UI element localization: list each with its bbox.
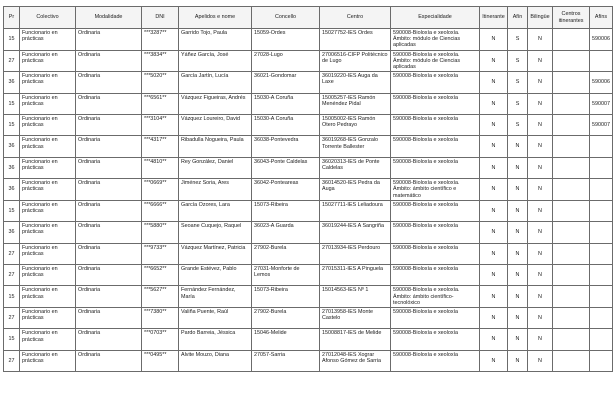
cell-afin: N	[508, 222, 528, 243]
cell-dni: ***7380**	[142, 307, 179, 328]
cell-colectivo: Funcionario en prácticas	[20, 286, 76, 308]
cell-centro: 36019268-IES Gonzalo Torrente Ballester	[320, 136, 391, 157]
cell-apelidos-nome: Garrido Tojo, Paula	[179, 29, 252, 51]
cell-pr: 27	[4, 350, 20, 371]
cell-pr: 27	[4, 50, 20, 72]
cell-afin: N	[508, 157, 528, 178]
cell-itinerante: N	[480, 264, 508, 285]
cell-dni: ***5880**	[142, 222, 179, 243]
cell-modalidade: Ordinaria	[76, 200, 142, 221]
cell-afins	[590, 50, 613, 72]
cell-centros-itinerantes	[553, 29, 590, 51]
header-especialidade: Especialidade	[391, 7, 480, 29]
cell-modalidade: Ordinaria	[76, 115, 142, 136]
table-row	[4, 264, 613, 285]
cell-centros-itinerantes	[553, 115, 590, 136]
cell-centros-itinerantes	[553, 350, 590, 371]
cell-especialidade: 590008-Bioloxía e xeoloxía	[391, 136, 480, 157]
cell-concello: 27031-Monforte de Lemos	[252, 264, 320, 285]
cell-centro: 15014563-IES Nº 1	[320, 286, 391, 308]
cell-bilingue: N	[528, 222, 553, 243]
cell-modalidade: Ordinaria	[76, 50, 142, 72]
cell-bilingue: N	[528, 243, 553, 264]
cell-concello: 36038-Pontevedra	[252, 136, 320, 157]
cell-centros-itinerantes	[553, 264, 590, 285]
cell-dni: ***3287**	[142, 29, 179, 51]
cell-especialidade: 590008-Bioloxía e xeoloxía	[391, 222, 480, 243]
cell-modalidade: Ordinaria	[76, 286, 142, 308]
cell-afins	[590, 200, 613, 221]
cell-afin: S	[508, 29, 528, 51]
cell-bilingue: N	[528, 307, 553, 328]
header-modalidade: Modalidade	[76, 7, 142, 29]
cell-concello: 27902-Burela	[252, 243, 320, 264]
cell-centros-itinerantes	[553, 72, 590, 93]
cell-dni: ***0669**	[142, 179, 179, 201]
cell-centro: 15027711-IES Leliadoura	[320, 200, 391, 221]
header-centros-itinerantes: Centros itinerantes	[553, 7, 590, 29]
table-row	[4, 307, 613, 328]
cell-concello: 36043-Ponte Caldelas	[252, 157, 320, 178]
cell-colectivo: Funcionario en prácticas	[20, 136, 76, 157]
cell-dni: ***4810**	[142, 157, 179, 178]
cell-apelidos-nome: Vázquez Loureiro, David	[179, 115, 252, 136]
cell-bilingue: N	[528, 93, 553, 114]
cell-pr: 15	[4, 286, 20, 308]
cell-concello: 15030-A Coruña	[252, 115, 320, 136]
cell-apelidos-nome: Alvite Mouzo, Diana	[179, 350, 252, 371]
cell-modalidade: Ordinaria	[76, 350, 142, 371]
table-row	[4, 50, 613, 72]
table-row	[4, 29, 613, 51]
table-row	[4, 115, 613, 136]
cell-modalidade: Ordinaria	[76, 243, 142, 264]
cell-itinerante: N	[480, 136, 508, 157]
cell-itinerante: N	[480, 72, 508, 93]
cell-pr: 15	[4, 93, 20, 114]
cell-apelidos-nome: Yáñez García, José	[179, 50, 252, 72]
cell-pr: 36	[4, 157, 20, 178]
cell-afin: S	[508, 72, 528, 93]
cell-bilingue: N	[528, 179, 553, 201]
table-row	[4, 136, 613, 157]
cell-afin: N	[508, 350, 528, 371]
cell-modalidade: Ordinaria	[76, 93, 142, 114]
table-row	[4, 179, 613, 201]
cell-afin: N	[508, 307, 528, 328]
cell-apelidos-nome: Vázquez Figueiras, Andrés	[179, 93, 252, 114]
table-row	[4, 329, 613, 350]
cell-colectivo: Funcionario en prácticas	[20, 329, 76, 350]
cell-concello: 27057-Sarria	[252, 350, 320, 371]
cell-centro: 27006516-CIFP Politécnico de Lugo	[320, 50, 391, 72]
table-row	[4, 72, 613, 93]
cell-afins	[590, 307, 613, 328]
cell-colectivo: Funcionario en prácticas	[20, 200, 76, 221]
cell-especialidade: 590008-Bioloxía e xeoloxía	[391, 307, 480, 328]
cell-dni: ***0703**	[142, 329, 179, 350]
cell-centro: 15027752-IES Ordes	[320, 29, 391, 51]
cell-afins	[590, 222, 613, 243]
cell-afin: S	[508, 115, 528, 136]
cell-bilingue: N	[528, 264, 553, 285]
cell-modalidade: Ordinaria	[76, 307, 142, 328]
cell-centros-itinerantes	[553, 243, 590, 264]
cell-apelidos-nome: Rey González, Daniel	[179, 157, 252, 178]
cell-itinerante: N	[480, 115, 508, 136]
cell-afins	[590, 350, 613, 371]
cell-concello: 36021-Gondomar	[252, 72, 320, 93]
table-row	[4, 286, 613, 308]
cell-afin: N	[508, 179, 528, 201]
cell-centro: 36019220-IES Auga da Laxe	[320, 72, 391, 93]
cell-centro: 27015311-IES A Pinguela	[320, 264, 391, 285]
cell-colectivo: Funcionario en prácticas	[20, 350, 76, 371]
cell-especialidade: 590008-Bioloxía e xeoloxía	[391, 200, 480, 221]
cell-especialidade: 590008-Bioloxía e xeoloxía. Ámbito: ámbito científico-tecnolóxico	[391, 286, 480, 308]
header-afins: Afíns	[590, 7, 613, 29]
cell-afin: N	[508, 329, 528, 350]
cell-colectivo: Funcionario en prácticas	[20, 243, 76, 264]
cell-centro: 27012048-IES Xograr Afonso Gómez de Sarria	[320, 350, 391, 371]
cell-pr: 36	[4, 136, 20, 157]
header-centro: Centro	[320, 7, 391, 29]
cell-colectivo: Funcionario en prácticas	[20, 115, 76, 136]
cell-afins	[590, 264, 613, 285]
cell-colectivo: Funcionario en prácticas	[20, 50, 76, 72]
table-row	[4, 350, 613, 371]
cell-pr: 15	[4, 329, 20, 350]
cell-pr: 15	[4, 115, 20, 136]
cell-centro: 36019244-IES A Sangriña	[320, 222, 391, 243]
cell-modalidade: Ordinaria	[76, 29, 142, 51]
cell-dni: ***6652**	[142, 264, 179, 285]
cell-itinerante: N	[480, 93, 508, 114]
cell-dni: ***0495**	[142, 350, 179, 371]
cell-centro: 27013934-IES Perdouro	[320, 243, 391, 264]
cell-itinerante: N	[480, 179, 508, 201]
cell-apelidos-nome: Grande Estévez, Pablo	[179, 264, 252, 285]
header-itinerante: Itinerante	[480, 7, 508, 29]
cell-apelidos-nome: Vázquez Martínez, Patricia	[179, 243, 252, 264]
cell-pr: 36	[4, 222, 20, 243]
header-concello: Concello	[252, 7, 320, 29]
cell-pr: 36	[4, 72, 20, 93]
cell-colectivo: Funcionario en prácticas	[20, 307, 76, 328]
cell-dni: ***3104**	[142, 115, 179, 136]
cell-concello: 36042-Ponteareas	[252, 179, 320, 201]
cell-concello: 27028-Lugo	[252, 50, 320, 72]
cell-itinerante: N	[480, 307, 508, 328]
header-apelidos-nome: Apelidos e nome	[179, 7, 252, 29]
cell-centro: 15005002-IES Ramón Otero Pedrayo	[320, 115, 391, 136]
table-row	[4, 243, 613, 264]
cell-afin: S	[508, 93, 528, 114]
table-row	[4, 200, 613, 221]
cell-especialidade: 590008-Bioloxía e xeoloxía	[391, 264, 480, 285]
cell-itinerante: N	[480, 222, 508, 243]
cell-modalidade: Ordinaria	[76, 329, 142, 350]
cell-centros-itinerantes	[553, 307, 590, 328]
cell-itinerante: N	[480, 157, 508, 178]
cell-bilingue: N	[528, 286, 553, 308]
cell-dni: ***3834**	[142, 50, 179, 72]
cell-centros-itinerantes	[553, 50, 590, 72]
cell-itinerante: N	[480, 329, 508, 350]
table-row	[4, 222, 613, 243]
cell-centros-itinerantes	[553, 93, 590, 114]
cell-pr: 15	[4, 29, 20, 51]
cell-especialidade: 590008-Bioloxía e xeoloxía	[391, 115, 480, 136]
cell-afins	[590, 136, 613, 157]
cell-centro: 15008817-IES de Melide	[320, 329, 391, 350]
cell-bilingue: N	[528, 29, 553, 51]
cell-itinerante: N	[480, 50, 508, 72]
cell-apelidos-nome: Pardo Barreia, Jéssica	[179, 329, 252, 350]
cell-especialidade: 590008-Bioloxía e xeoloxía. Ámbito: módulo de Ciencias aplicadas	[391, 50, 480, 72]
cell-colectivo: Funcionario en prácticas	[20, 93, 76, 114]
cell-colectivo: Funcionario en prácticas	[20, 222, 76, 243]
cell-itinerante: N	[480, 243, 508, 264]
cell-afins: 590006	[590, 72, 613, 93]
cell-especialidade: 590008-Bioloxía e xeoloxía. Ámbito: módulo de Ciencias aplicadas	[391, 29, 480, 51]
cell-colectivo: Funcionario en prácticas	[20, 72, 76, 93]
table-body	[4, 29, 613, 372]
header-colectivo: Colectivo	[20, 7, 76, 29]
cell-afins	[590, 157, 613, 178]
cell-dni: ***5627**	[142, 286, 179, 308]
cell-afins	[590, 243, 613, 264]
cell-centros-itinerantes	[553, 157, 590, 178]
cell-bilingue: N	[528, 72, 553, 93]
cell-concello: 15030-A Coruña	[252, 93, 320, 114]
cell-afin: N	[508, 136, 528, 157]
cell-dni: ***5020**	[142, 72, 179, 93]
header-afin: Afín	[508, 7, 528, 29]
cell-centros-itinerantes	[553, 286, 590, 308]
cell-pr: 27	[4, 264, 20, 285]
assignments-table	[3, 6, 613, 372]
cell-modalidade: Ordinaria	[76, 264, 142, 285]
cell-concello: 15059-Ordes	[252, 29, 320, 51]
cell-bilingue: N	[528, 157, 553, 178]
cell-afins: 590006	[590, 29, 613, 51]
cell-modalidade: Ordinaria	[76, 179, 142, 201]
cell-dni: ***9733**	[142, 243, 179, 264]
cell-apelidos-nome: García Jartín, Lucía	[179, 72, 252, 93]
cell-modalidade: Ordinaria	[76, 222, 142, 243]
cell-modalidade: Ordinaria	[76, 72, 142, 93]
cell-itinerante: N	[480, 286, 508, 308]
cell-itinerante: N	[480, 200, 508, 221]
cell-apelidos-nome: García Ozores, Lara	[179, 200, 252, 221]
cell-itinerante: N	[480, 350, 508, 371]
cell-especialidade: 590008-Bioloxía e xeoloxía	[391, 157, 480, 178]
cell-centros-itinerantes	[553, 200, 590, 221]
cell-pr: 27	[4, 243, 20, 264]
cell-centros-itinerantes	[553, 136, 590, 157]
cell-afins: 590007	[590, 93, 613, 114]
cell-concello: 27902-Burela	[252, 307, 320, 328]
cell-especialidade: 590008-Bioloxía e xeoloxía. Ámbito: ámbito científico e matemático	[391, 179, 480, 201]
cell-especialidade: 590008-Bioloxía e xeoloxía	[391, 72, 480, 93]
cell-centros-itinerantes	[553, 329, 590, 350]
cell-centros-itinerantes	[553, 222, 590, 243]
cell-centro: 27013958-IES Monte Castelo	[320, 307, 391, 328]
cell-apelidos-nome: Jiménez Soria, Ares	[179, 179, 252, 201]
cell-especialidade: 590008-Bioloxía e xeoloxía	[391, 243, 480, 264]
cell-afin: N	[508, 243, 528, 264]
cell-dni: ***6561**	[142, 93, 179, 114]
cell-afin: S	[508, 50, 528, 72]
cell-concello: 15046-Melide	[252, 329, 320, 350]
cell-afins	[590, 179, 613, 201]
table-row	[4, 157, 613, 178]
cell-colectivo: Funcionario en prácticas	[20, 264, 76, 285]
cell-pr: 36	[4, 179, 20, 201]
cell-especialidade: 590008-Bioloxía e xeoloxía	[391, 350, 480, 371]
cell-especialidade: 590008-Bioloxía e xeoloxía	[391, 329, 480, 350]
cell-colectivo: Funcionario en prácticas	[20, 29, 76, 51]
cell-bilingue: N	[528, 50, 553, 72]
cell-centro: 36014520-IES Pedra da Auga	[320, 179, 391, 201]
cell-bilingue: N	[528, 200, 553, 221]
cell-apelidos-nome: Ribadulla Nogueira, Paula	[179, 136, 252, 157]
cell-afin: N	[508, 264, 528, 285]
cell-pr: 27	[4, 307, 20, 328]
cell-afins	[590, 286, 613, 308]
cell-centro: 15005257-IES Ramón Menéndez Pidal	[320, 93, 391, 114]
table-row	[4, 93, 613, 114]
cell-pr: 15	[4, 200, 20, 221]
cell-colectivo: Funcionario en prácticas	[20, 157, 76, 178]
cell-colectivo: Funcionario en prácticas	[20, 179, 76, 201]
header-row	[4, 7, 613, 29]
cell-afin: N	[508, 286, 528, 308]
cell-modalidade: Ordinaria	[76, 136, 142, 157]
cell-centros-itinerantes	[553, 179, 590, 201]
cell-bilingue: N	[528, 136, 553, 157]
cell-dni: ***6666**	[142, 200, 179, 221]
cell-dni: ***4317**	[142, 136, 179, 157]
cell-apelidos-nome: Seoane Cuquejo, Raquel	[179, 222, 252, 243]
cell-apelidos-nome: Fernández Fernández, María	[179, 286, 252, 308]
header-pr: Pr	[4, 7, 20, 29]
cell-bilingue: N	[528, 115, 553, 136]
header-bilingue: Bilingüe	[528, 7, 553, 29]
cell-bilingue: N	[528, 350, 553, 371]
cell-concello: 15073-Ribeira	[252, 200, 320, 221]
cell-centro: 36020313-IES de Ponte Caldelas	[320, 157, 391, 178]
cell-apelidos-nome: Valiña Puente, Raúl	[179, 307, 252, 328]
cell-bilingue: N	[528, 329, 553, 350]
cell-afins	[590, 329, 613, 350]
cell-concello: 36023-A Guarda	[252, 222, 320, 243]
cell-especialidade: 590008-Bioloxía e xeoloxía	[391, 93, 480, 114]
cell-concello: 15073-Ribeira	[252, 286, 320, 308]
cell-itinerante: N	[480, 29, 508, 51]
header-dni: DNI	[142, 7, 179, 29]
cell-modalidade: Ordinaria	[76, 157, 142, 178]
cell-afin: N	[508, 200, 528, 221]
cell-afins: 590007	[590, 115, 613, 136]
